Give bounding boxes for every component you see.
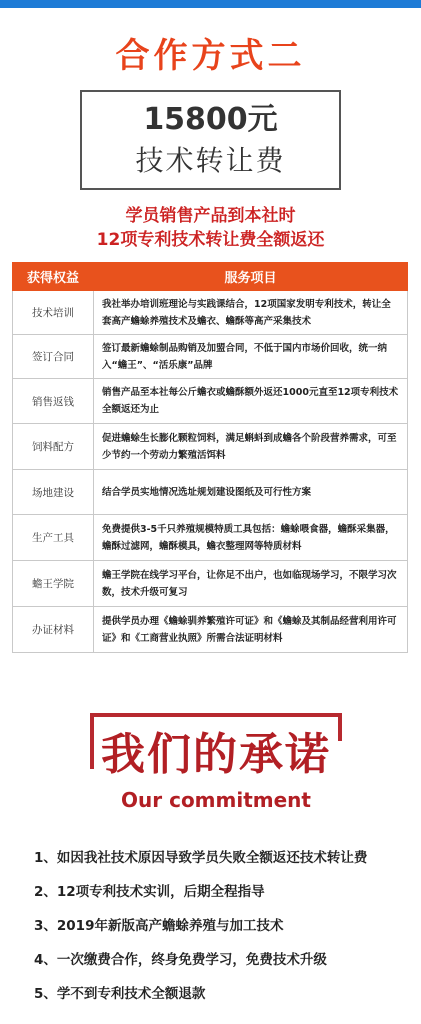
row-service: 销售产品至本社每公斤蟾衣或蟾酥额外返还1000元直至12项专利技术全额返还为止 [94, 379, 408, 424]
row-benefit: 技术培训 [13, 291, 94, 335]
row-benefit: 蟾王学院 [13, 561, 94, 607]
table-row [13, 291, 408, 335]
row-benefit: 场地建设 [13, 470, 94, 515]
commitment-item: 4、一次缴费合作，终身免费学习，免费技术升级 [34, 952, 327, 968]
commitment-list [34, 844, 414, 1014]
row-benefit: 生产工具 [13, 515, 94, 561]
row-service: 促进蟾蜍生长膨化颗粒饲料，满足蝌蚪到成蟾各个阶段营养需求，可至少节约一个劳动力繁殖活饵料 [94, 424, 408, 470]
refund-line-2: 12项专利技术转让费全额返还 [96, 230, 325, 250]
table-row [13, 424, 408, 470]
price-value: 15800元 [143, 102, 278, 137]
commitment-title-en: Our commitment [121, 788, 311, 812]
table-row [13, 561, 408, 607]
commitment-title-cn: 我们的承诺 [101, 729, 331, 780]
commitment-banner [90, 713, 342, 823]
price-box [80, 90, 341, 190]
row-benefit: 办证材料 [13, 607, 94, 653]
table-row [13, 379, 408, 424]
commitment-item: 3、2019年新版高产蟾蜍养殖与加工技术 [34, 918, 284, 934]
row-service: 签订最新蟾蜍制品购销及加盟合同，不低于国内市场价回收，统一纳入“蟾王”、“活乐康”品牌 [94, 335, 408, 379]
header-benefit: 获得权益 [13, 263, 94, 291]
commitment-item: 1、如因我社技术原因导致学员失败全额返还技术转让费 [34, 850, 368, 866]
fee-label: 技术转让费 [135, 144, 286, 177]
row-benefit: 签订合同 [13, 335, 94, 379]
row-service: 免费提供3-5千只养殖规模特质工具包括：蟾蜍喂食器，蟾酥采集器，蟾酥过滤网，蟾酥模具，蟾衣整理网等特质材料 [94, 515, 408, 561]
table-row [13, 515, 408, 561]
commitment-item: 2、12项专利技术实训，后期全程指导 [34, 884, 265, 900]
refund-line-1: 学员销售产品到本社时 [125, 206, 296, 226]
row-service: 提供学员办理《蟾蜍驯养繁殖许可证》和《蟾蜍及其制品经营利用许可证》和《工商营业执照》所需合法证明材料 [94, 607, 408, 653]
header-service: 服务项目 [94, 263, 408, 291]
commitment-item: 5、学不到专利技术全额退款 [34, 986, 206, 1002]
row-service: 蟾王学院在线学习平台，让你足不出户，也如临现场学习，不限学习次数，技术升级可复习 [94, 561, 408, 607]
table-header-row [13, 263, 408, 291]
table-row [13, 335, 408, 379]
benefits-table [12, 262, 408, 653]
banner-frame-top [90, 713, 342, 717]
top-accent-bar [0, 0, 421, 8]
table-row [13, 607, 408, 653]
row-benefit: 饲料配方 [13, 424, 94, 470]
refund-notice [0, 204, 421, 252]
page-title: 合作方式二 [115, 36, 306, 76]
row-service: 我社举办培训班理论与实践课结合，12项国家发明专利技术，转让全套高产蟾蜍养殖技术及蟾衣、蟾酥等高产采集技术 [94, 291, 408, 335]
row-benefit: 销售返钱 [13, 379, 94, 424]
table-row [13, 470, 408, 515]
row-service: 结合学员实地情况选址规划建设图纸及可行性方案 [94, 470, 408, 515]
